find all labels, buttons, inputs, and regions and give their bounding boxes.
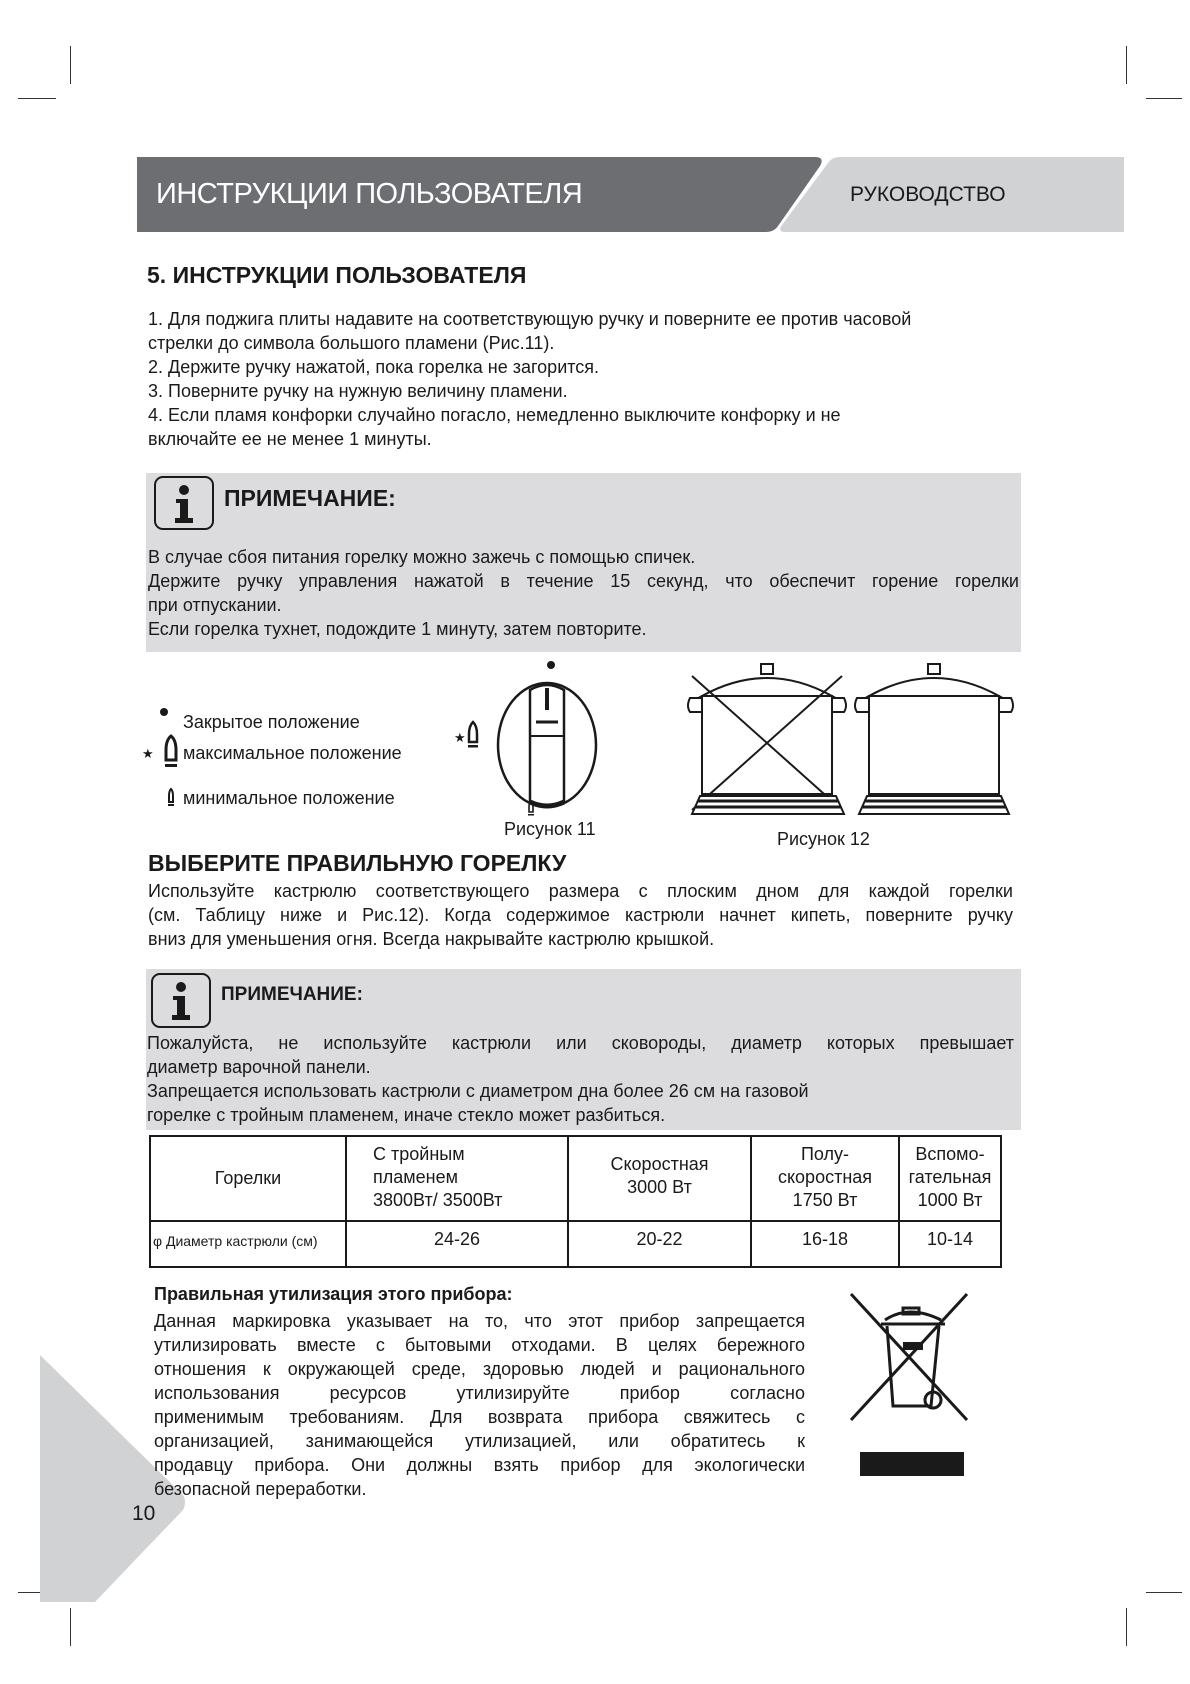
burner-table: [149, 1135, 1002, 1268]
star-icon: ★: [454, 730, 466, 745]
disposal-line: Данная маркировка указывает на то, что этот прибор запрещается: [154, 1311, 805, 1331]
disposal-line: применимым требованиям. Для возврата прибора свяжитесь с: [154, 1407, 805, 1427]
flame-max-icon: [469, 722, 477, 742]
note-box: [146, 473, 1021, 652]
correct-pot-icon: [855, 664, 1013, 814]
note-box: [146, 969, 1021, 1130]
steps-list: [148, 307, 911, 451]
note-line: Если горелка тухнет, подождите 1 минуту, затем повторите.: [148, 619, 647, 639]
closed-dot-icon: [160, 708, 168, 716]
crop-mark: [1126, 1608, 1127, 1646]
info-icon: [151, 973, 211, 1028]
step-line: включайте ее не менее 1 минуты.: [148, 429, 432, 449]
flame-max-icon: [166, 736, 176, 760]
table-row: [150, 1221, 1001, 1267]
header-section: РУКОВОДСТВО: [850, 183, 1006, 206]
burner-line: (см. Таблицу ниже и Рис.12). Когда содержимое кастрюли начнет кипеть, поверните ручку: [148, 905, 1013, 925]
note-text: [147, 1031, 1014, 1127]
disposal-line: использования ресурсов утилизируйте прибор согласно: [154, 1383, 805, 1403]
note-line: Запрещается использовать кастрюли с диаметром дна более 26 см на газовой: [147, 1081, 809, 1101]
note-title: ПРИМЕЧАНИЕ:: [224, 485, 396, 511]
note-line: при отпускании.: [148, 595, 282, 615]
disposal-line: утилизировать вместе с бытовыми отходами. В целях бережного: [154, 1335, 805, 1355]
disposal-text: [154, 1309, 805, 1501]
pots-figure: [670, 660, 1015, 820]
burner-title: ВЫБЕРИТЕ ПРАВИЛЬНУЮ ГОРЕЛКУ: [148, 850, 567, 876]
info-icon: [154, 476, 214, 530]
table-cell: 16-18: [751, 1221, 899, 1267]
page-number: 10: [132, 1502, 156, 1525]
legend-closed: Закрытое положение: [183, 712, 360, 732]
note-title: ПРИМЕЧАНИЕ:: [221, 984, 363, 1005]
note-line: диаметр варочной панели.: [147, 1057, 371, 1077]
table-header-cell: С тройным пламенем 3800Вт/ 3500Вт: [346, 1136, 568, 1221]
note-line: Держите ручку управления нажатой в течение 15 секунд, что обеспечит горение горелки: [148, 571, 1019, 591]
knob-figure: [440, 650, 620, 825]
figure-11-caption: Рисунок 11: [504, 819, 596, 839]
table-header-cell: Скоростная 3000 Вт: [568, 1136, 751, 1221]
burner-line: Используйте кастрюлю соответствующего размера с плоским дном для каждой горелки: [148, 881, 1013, 901]
note-line: Пожалуйста, не используйте кастрюли или сковороды, диаметр которых превышает: [147, 1033, 1014, 1053]
disposal-title: Правильная утилизация этого прибора:: [154, 1284, 513, 1304]
step-line: 4. Если пламя конфорки случайно погасло, немедленно выключите конфорку и не: [148, 405, 841, 425]
weee-bar: [860, 1452, 964, 1476]
legend-icons: [140, 700, 185, 810]
section-title: 5. ИНСТРУКЦИИ ПОЛЬЗОВАТЕЛЯ: [147, 262, 527, 288]
table-cell: 24-26: [346, 1221, 568, 1267]
disposal-line: продавцу прибора. Они должны взять прибор для экологически: [154, 1455, 805, 1475]
legend-max: максимальное положение: [183, 743, 402, 763]
table-cell: 10-14: [899, 1221, 1001, 1267]
table-cell: φ Диаметр кастрюли (см): [150, 1221, 346, 1267]
disposal-line: организацией, занимающейся утилизацией, или обратитесь к: [154, 1431, 805, 1451]
step-line: 2. Держите ручку нажатой, пока горелка не загорится.: [148, 357, 600, 377]
step-line: стрелки до символа большого пламени (Рис.11).: [148, 333, 555, 353]
header-bands: [0, 0, 1190, 260]
step-line: 1. Для поджига плиты надавите на соответствующую ручку и поверните ее против часовой: [148, 309, 912, 329]
burner-line: вниз для уменьшения огня. Всегда накрывайте кастрюлю крышкой.: [148, 929, 715, 949]
wrong-pot-icon: [688, 664, 846, 814]
note-line: В случае сбоя питания горелку можно зажечь с помощью спичек.: [148, 547, 696, 567]
disposal-line: отношения к окружающей среде, здоровью людей и рационального: [154, 1359, 805, 1379]
table-header-cell: Вспомо- гательная 1000 Вт: [899, 1136, 1001, 1221]
weee-crossed-bin-icon: [845, 1290, 975, 1485]
note-line: горелке с тройным пламенем, иначе стекло может разбиться.: [147, 1105, 666, 1125]
step-line: 3. Поверните ручку на нужную величину пламени.: [148, 381, 568, 401]
table-header-cell: Горелки: [150, 1136, 346, 1221]
disposal-line: безопасной переработки.: [154, 1479, 367, 1499]
crop-mark: [1146, 1592, 1182, 1593]
table-header-cell: Полу- скоростная 1750 Вт: [751, 1136, 899, 1221]
figure-12-caption: Рисунок 12: [777, 829, 870, 849]
crop-mark: [70, 1608, 71, 1646]
table-cell: 20-22: [568, 1221, 751, 1267]
burner-text: [148, 879, 1013, 951]
legend-min: минимальное положение: [183, 788, 395, 808]
header-title: ИНСТРУКЦИИ ПОЛЬЗОВАТЕЛЯ: [156, 178, 583, 210]
note-text: [148, 545, 1019, 641]
star-icon: ★: [142, 746, 154, 761]
flame-min-icon: [169, 789, 173, 802]
table-header-row: [150, 1136, 1001, 1221]
